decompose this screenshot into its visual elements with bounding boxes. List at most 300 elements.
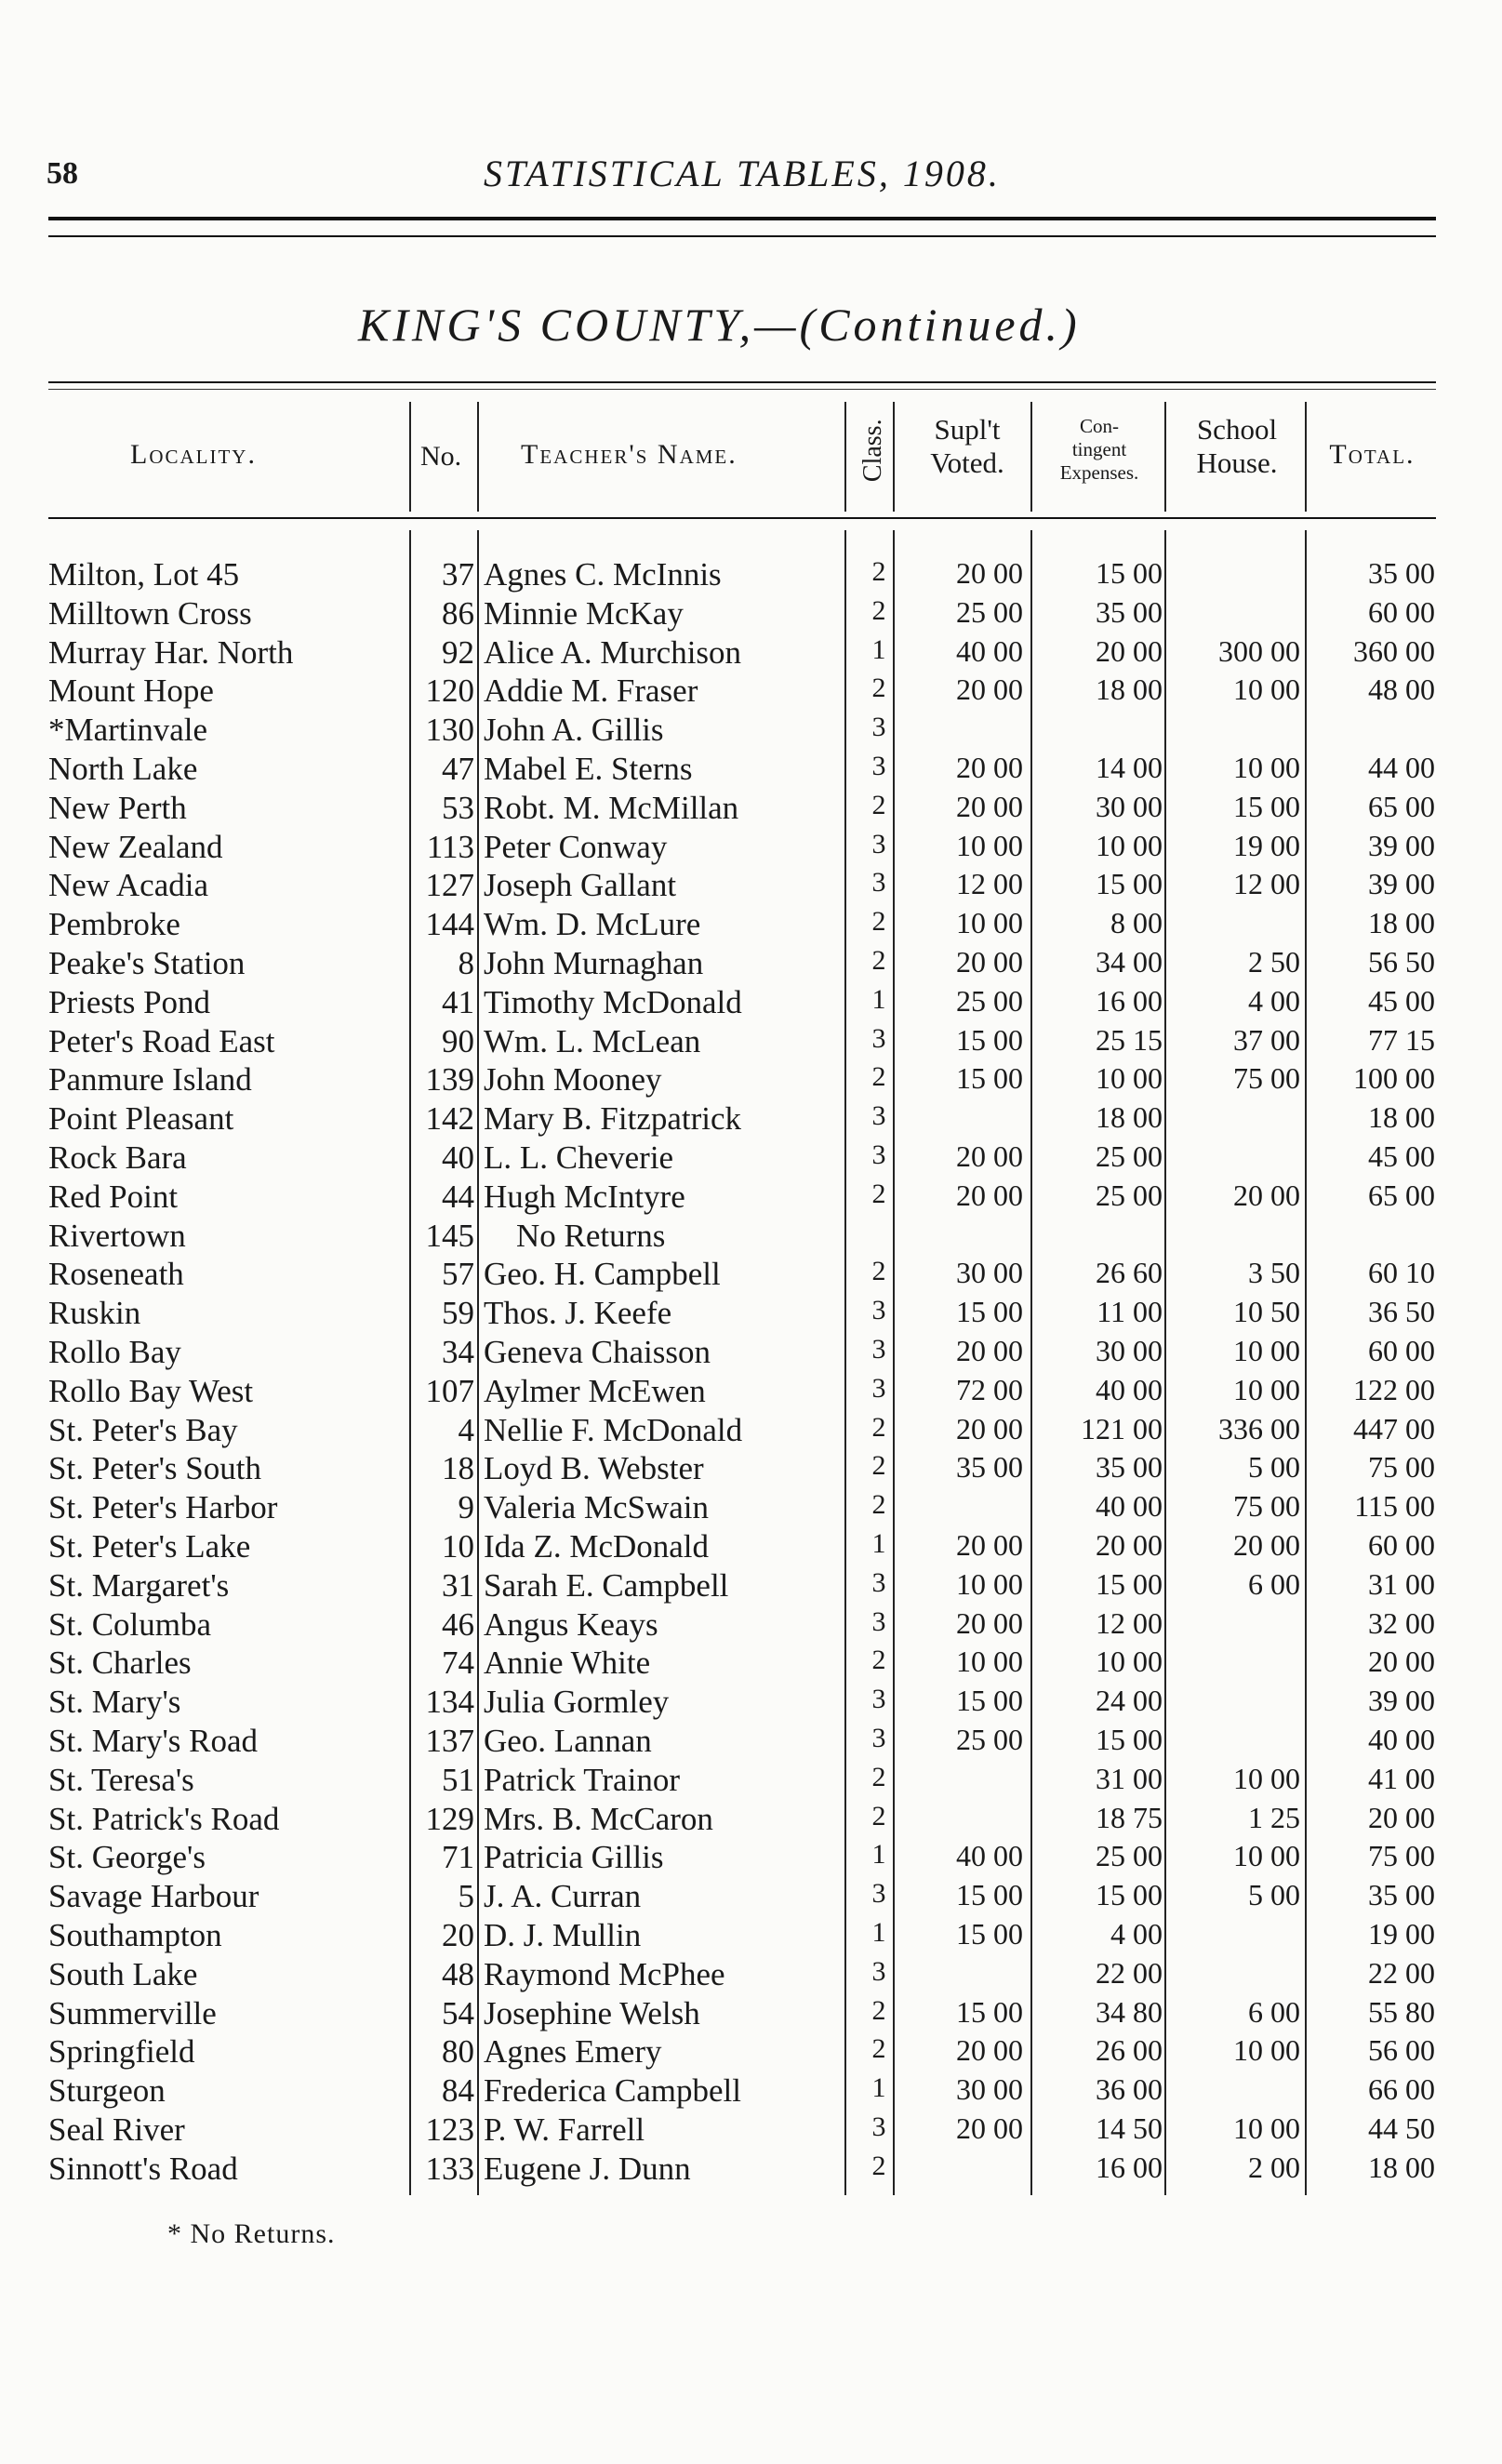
column-divider (893, 402, 895, 512)
cell-class: 2 (871, 1061, 886, 1093)
cell-supl-voted: 20 00 (956, 945, 1023, 979)
cell-contingent: 25 00 (1096, 1178, 1163, 1212)
cell-teacher: Addie M. Fraser (484, 673, 698, 710)
cell-school-house: 75 00 (1233, 1489, 1300, 1524)
cell-teacher: Aylmer McEwen (484, 1372, 706, 1409)
cell-school-house: 12 00 (1233, 867, 1300, 901)
cell-teacher: Thos. J. Keefe (484, 1295, 672, 1332)
column-header-supl-line2: Voted. (930, 446, 1004, 479)
column-header-teacher: Teacher's Name. (521, 439, 738, 470)
cell-total: 65 00 (1368, 789, 1435, 823)
table-row (0, 1256, 1502, 1295)
cell-locality: Sinnott's Road (48, 2150, 238, 2187)
cell-contingent: 14 50 (1096, 2111, 1163, 2145)
cell-locality: Rock Bara (48, 1139, 187, 1176)
cell-supl-voted: 15 00 (956, 1878, 1023, 1912)
cell-total: 45 00 (1368, 983, 1435, 1018)
cell-locality: South Lake (48, 1955, 198, 1992)
cell-locality: Murray Har. North (48, 633, 294, 671)
cell-supl-voted: 15 00 (956, 1994, 1023, 2029)
cell-locality: Summerville (48, 1994, 217, 2031)
cell-contingent: 34 00 (1096, 945, 1163, 979)
table-row (0, 1723, 1502, 1762)
cell-class: 2 (871, 673, 886, 704)
table-row (0, 1762, 1502, 1801)
cell-no: 134 (425, 1684, 474, 1721)
cell-total: 44 50 (1368, 2111, 1435, 2145)
column-header-locality: Locality. (130, 439, 257, 470)
cell-total: 122 00 (1353, 1372, 1435, 1406)
cell-contingent: 36 00 (1096, 2072, 1163, 2107)
cell-supl-voted: 20 00 (956, 1178, 1023, 1212)
column-header-supl (902, 413, 1032, 479)
cell-supl-voted: 40 00 (956, 1839, 1023, 1873)
cell-contingent: 35 00 (1096, 1450, 1163, 1485)
cell-locality: Ruskin (48, 1295, 141, 1332)
cell-locality: Sturgeon (48, 2072, 166, 2110)
cell-total: 77 15 (1368, 1022, 1435, 1057)
table-row (0, 1528, 1502, 1567)
cell-supl-voted: 20 00 (956, 1605, 1023, 1640)
table-row (0, 751, 1502, 790)
cell-class: 2 (871, 1800, 886, 1831)
table-row (0, 1295, 1502, 1334)
cell-supl-voted: 10 00 (956, 1566, 1023, 1601)
cell-contingent: 10 00 (1096, 828, 1163, 862)
cell-class: 3 (871, 1605, 886, 1637)
cell-supl-voted: 15 00 (956, 1061, 1023, 1096)
cell-supl-voted: 15 00 (956, 1022, 1023, 1057)
cell-supl-voted: 20 00 (956, 2033, 1023, 2068)
cell-contingent: 30 00 (1096, 789, 1163, 823)
cell-teacher: John Mooney (484, 1061, 662, 1099)
cell-class: 1 (871, 983, 886, 1015)
cell-no: 44 (442, 1178, 474, 1215)
table-row (0, 829, 1502, 868)
cell-total: 20 00 (1368, 1800, 1435, 1834)
table-row (0, 2111, 1502, 2151)
cell-class: 1 (871, 1917, 886, 1948)
cell-total: 40 00 (1368, 1723, 1435, 1756)
cell-school-house: 10 00 (1233, 1372, 1300, 1406)
cell-no: 41 (442, 983, 474, 1020)
cell-school-house: 3 50 (1248, 1256, 1300, 1290)
cell-supl-voted: 20 00 (956, 751, 1023, 784)
cell-no: 54 (442, 1994, 474, 2031)
cell-locality: Panmure Island (48, 1061, 252, 1099)
cell-total: 41 00 (1368, 1761, 1435, 1795)
cell-teacher: D. J. Mullin (484, 1917, 642, 1953)
column-header-supl-line1: Supl't (934, 413, 1001, 446)
cell-locality: Mount Hope (48, 673, 214, 710)
cell-total: 60 00 (1368, 1528, 1435, 1562)
cell-locality: Point Pleasant (48, 1100, 234, 1138)
table-row (0, 1023, 1502, 1062)
column-header-school (1167, 413, 1307, 479)
cell-teacher: Robt. M. McMillan (484, 789, 739, 826)
column-divider (844, 402, 846, 512)
cell-locality: Rollo Bay West (48, 1372, 254, 1409)
table-row (0, 1567, 1502, 1606)
cell-teacher: Ida Z. McDonald (484, 1528, 710, 1565)
cell-class: 2 (871, 2150, 886, 2181)
cell-contingent: 31 00 (1096, 1761, 1163, 1795)
cell-teacher: Geo. H. Campbell (484, 1256, 721, 1293)
cell-no: 53 (442, 789, 474, 826)
cell-locality: Milltown Cross (48, 594, 252, 632)
table-row (0, 1995, 1502, 2034)
cell-total: 22 00 (1368, 1955, 1435, 1990)
cell-locality: St. Teresa's (48, 1761, 194, 1798)
cell-teacher: Frederica Campbell (484, 2072, 741, 2110)
cell-no: 48 (442, 1955, 474, 1992)
cell-locality: St. Peter's Bay (48, 1411, 238, 1448)
cell-school-house: 19 00 (1233, 828, 1300, 862)
cell-no: 137 (425, 1723, 474, 1759)
cell-locality: St. Peter's Lake (48, 1528, 251, 1565)
cell-locality: New Acadia (48, 867, 209, 904)
cell-teacher: Mabel E. Sterns (484, 751, 693, 787)
cell-locality: *Martinvale (48, 712, 208, 749)
cell-total: 60 00 (1368, 594, 1435, 629)
table-row (0, 556, 1502, 595)
table-row (0, 1373, 1502, 1412)
column-header-school-line2: House. (1196, 446, 1278, 479)
cell-no: 144 (425, 906, 474, 943)
column-divider (409, 402, 411, 512)
cell-teacher: Wm. D. McLure (484, 906, 701, 943)
cell-total: 56 00 (1368, 2033, 1435, 2068)
cell-supl-voted: 15 00 (956, 1295, 1023, 1329)
cell-total: 60 00 (1368, 1334, 1435, 1367)
cell-no: 59 (442, 1295, 474, 1332)
cell-school-house: 300 00 (1218, 633, 1300, 668)
header-rule-thick (48, 217, 1436, 220)
cell-teacher: Peter Conway (484, 828, 668, 865)
table-row (0, 1878, 1502, 1917)
cell-total: 44 00 (1368, 751, 1435, 784)
cell-no: 133 (425, 2150, 474, 2187)
cell-class: 2 (871, 1489, 886, 1521)
cell-supl-voted: 25 00 (956, 983, 1023, 1018)
cell-locality: Savage Harbour (48, 1878, 259, 1915)
cell-school-house: 10 00 (1233, 1334, 1300, 1367)
cell-no: 34 (442, 1334, 474, 1370)
cell-contingent: 25 00 (1096, 1139, 1163, 1173)
cell-contingent: 25 00 (1096, 1839, 1163, 1873)
cell-contingent: 20 00 (1096, 1528, 1163, 1562)
cell-no: 71 (442, 1839, 474, 1876)
cell-contingent: 15 00 (1096, 1878, 1163, 1912)
cell-school-house: 2 00 (1248, 2150, 1300, 2184)
cell-supl-voted: 12 00 (956, 867, 1023, 901)
cell-school-house: 20 00 (1233, 1178, 1300, 1212)
cell-total: 447 00 (1353, 1411, 1435, 1445)
cell-teacher: Agnes C. McInnis (484, 556, 722, 593)
cell-contingent: 30 00 (1096, 1334, 1163, 1367)
cell-locality: Springfield (48, 2033, 195, 2071)
cell-class: 3 (871, 1100, 886, 1132)
cell-contingent: 15 00 (1096, 556, 1163, 590)
cell-teacher: Minnie McKay (484, 594, 684, 632)
table-row (0, 1801, 1502, 1840)
footnote: * No Returns. (167, 2218, 336, 2249)
cell-locality: Peake's Station (48, 945, 246, 981)
cell-contingent: 10 00 (1096, 1645, 1163, 1679)
cell-class: 3 (871, 1566, 886, 1598)
cell-supl-voted: 30 00 (956, 1256, 1023, 1290)
cell-contingent: 15 00 (1096, 1723, 1163, 1756)
cell-no: 107 (425, 1372, 474, 1409)
table-row (0, 984, 1502, 1023)
cell-contingent: 14 00 (1096, 751, 1163, 784)
cell-no: 37 (442, 556, 474, 593)
cell-teacher: Josephine Welsh (484, 1994, 700, 2031)
cell-no: 90 (442, 1022, 474, 1059)
cell-total: 39 00 (1368, 1684, 1435, 1718)
table-row (0, 1139, 1502, 1179)
cell-no: 127 (425, 867, 474, 904)
cell-no: 10 (442, 1528, 474, 1565)
cell-school-house: 10 50 (1233, 1295, 1300, 1329)
cell-class: 2 (871, 789, 886, 820)
cell-total: 66 00 (1368, 2072, 1435, 2107)
cell-locality: Red Point (48, 1178, 179, 1215)
cell-school-house: 10 00 (1233, 2111, 1300, 2145)
cell-teacher: Angus Keays (484, 1605, 658, 1643)
cell-no: 74 (442, 1645, 474, 1682)
cell-locality: North Lake (48, 751, 198, 787)
cell-contingent: 34 80 (1096, 1994, 1163, 2029)
cell-class: 2 (871, 1178, 886, 1209)
cell-no: 57 (442, 1256, 474, 1293)
cell-class: 2 (871, 2033, 886, 2065)
cell-no: 86 (442, 594, 474, 632)
cell-school-house: 1 25 (1248, 1800, 1300, 1834)
cell-no: 139 (425, 1061, 474, 1099)
table-row (0, 712, 1502, 751)
table-row (0, 1061, 1502, 1100)
cell-locality: St. Patrick's Road (48, 1800, 280, 1837)
cell-total: 36 50 (1368, 1295, 1435, 1329)
cell-class: 1 (871, 1528, 886, 1559)
cell-contingent: 4 00 (1110, 1917, 1163, 1951)
cell-contingent: 24 00 (1096, 1684, 1163, 1718)
cell-total: 115 00 (1354, 1489, 1435, 1524)
cell-teacher: Geo. Lannan (484, 1723, 652, 1759)
cell-no: 80 (442, 2033, 474, 2071)
cell-locality: St. Margaret's (48, 1566, 230, 1604)
cell-teacher: Annie White (484, 1645, 651, 1682)
cell-total: 32 00 (1368, 1605, 1435, 1640)
cell-locality: Pembroke (48, 906, 180, 943)
table-row (0, 2033, 1502, 2072)
cell-school-house: 75 00 (1233, 1061, 1300, 1096)
column-header-no: No. (420, 441, 462, 472)
cell-class: 3 (871, 1878, 886, 1910)
cell-class: 3 (871, 712, 886, 743)
cell-contingent: 26 00 (1096, 2033, 1163, 2068)
cell-no: 8 (458, 945, 474, 981)
cell-class: 3 (871, 1372, 886, 1404)
cell-school-house: 6 00 (1248, 1566, 1300, 1601)
cell-total: 45 00 (1368, 1139, 1435, 1173)
cell-class: 3 (871, 1684, 886, 1715)
cell-total: 18 00 (1368, 2150, 1435, 2184)
table-rule-top (48, 381, 1436, 383)
cell-teacher: P. W. Farrell (484, 2111, 645, 2148)
cell-school-house: 15 00 (1233, 789, 1300, 823)
cell-no: 4 (458, 1411, 474, 1448)
cell-locality: St. Peter's South (48, 1450, 261, 1487)
table-row (0, 1100, 1502, 1139)
cell-no: 40 (442, 1139, 474, 1176)
cell-contingent: 16 00 (1096, 983, 1163, 1018)
cell-contingent: 18 75 (1096, 1800, 1163, 1834)
cell-supl-voted: 20 00 (956, 2111, 1023, 2145)
table-row (0, 1489, 1502, 1528)
cell-teacher: Mrs. B. McCaron (484, 1800, 713, 1837)
cell-school-house: 10 00 (1233, 2033, 1300, 2068)
table-row (0, 673, 1502, 712)
cell-school-house: 10 00 (1233, 1761, 1300, 1795)
cell-no: 31 (442, 1566, 474, 1604)
cell-no: 18 (442, 1450, 474, 1487)
cell-supl-voted: 15 00 (956, 1917, 1023, 1951)
table-row (0, 945, 1502, 984)
header-rule-thin (48, 235, 1436, 237)
cell-contingent: 15 00 (1096, 1566, 1163, 1601)
cell-teacher: Patricia Gillis (484, 1839, 664, 1876)
cell-class: 3 (871, 751, 886, 781)
cell-no: 123 (425, 2111, 474, 2148)
cell-school-house: 4 00 (1248, 983, 1300, 1018)
table-row (0, 790, 1502, 829)
cell-no: 20 (442, 1917, 474, 1953)
table-row (0, 1450, 1502, 1489)
cell-no: 46 (442, 1605, 474, 1643)
cell-class: 3 (871, 1334, 886, 1365)
cell-locality: Milton, Lot 45 (48, 556, 240, 593)
column-header-cont-line1: Con- (1080, 415, 1119, 437)
cell-class: 2 (871, 906, 886, 938)
cell-teacher: Agnes Emery (484, 2033, 662, 2071)
table-row (0, 2072, 1502, 2111)
cell-total: 35 00 (1368, 1878, 1435, 1912)
cell-contingent: 18 00 (1096, 673, 1163, 707)
table-row (0, 1334, 1502, 1373)
cell-locality: Rollo Bay (48, 1334, 181, 1370)
cell-teacher: Nellie F. McDonald (484, 1411, 743, 1448)
cell-supl-voted: 72 00 (956, 1372, 1023, 1406)
column-header-school-line1: School (1196, 413, 1278, 446)
cell-contingent: 40 00 (1096, 1372, 1163, 1406)
running-header: STATISTICAL TABLES, 1908. (484, 153, 1001, 194)
cell-no: 113 (426, 828, 474, 865)
cell-teacher: Valeria McSwain (484, 1489, 710, 1526)
cell-class: 2 (871, 556, 886, 587)
table-row (0, 2151, 1502, 2190)
cell-locality: Roseneath (48, 1256, 184, 1293)
cell-total: 65 00 (1368, 1178, 1435, 1212)
table-row (0, 867, 1502, 906)
cell-supl-voted: 15 00 (956, 1684, 1023, 1718)
column-divider (477, 402, 479, 512)
cell-no: 5 (458, 1878, 474, 1915)
cell-no: 51 (442, 1761, 474, 1798)
cell-school-house: 2 50 (1248, 945, 1300, 979)
cell-contingent: 26 60 (1096, 1256, 1163, 1290)
cell-school-house: 20 00 (1233, 1528, 1300, 1562)
cell-class: 2 (871, 1645, 886, 1676)
column-header-cont-line2: tingent (1071, 438, 1127, 461)
cell-class: 1 (871, 1839, 886, 1871)
cell-total: 35 00 (1368, 556, 1435, 590)
cell-class: 3 (871, 1955, 886, 1987)
cell-teacher: No Returns (516, 1217, 666, 1254)
cell-class: 3 (871, 1723, 886, 1753)
table-row (0, 1917, 1502, 1956)
cell-class: 3 (871, 2111, 886, 2142)
cell-total: 60 10 (1368, 1256, 1435, 1290)
cell-total: 31 00 (1368, 1566, 1435, 1601)
cell-supl-voted: 40 00 (956, 633, 1023, 668)
cell-school-house: 5 00 (1248, 1450, 1300, 1485)
cell-supl-voted: 25 00 (956, 1723, 1023, 1756)
cell-teacher: Eugene J. Dunn (484, 2150, 691, 2187)
cell-contingent: 10 00 (1096, 1061, 1163, 1096)
cell-teacher: Mary B. Fitzpatrick (484, 1100, 742, 1138)
cell-total: 100 00 (1353, 1061, 1435, 1096)
cell-total: 18 00 (1368, 906, 1435, 940)
cell-locality: Southampton (48, 1917, 222, 1953)
cell-locality: St. Mary's Road (48, 1723, 259, 1759)
cell-class: 2 (871, 945, 886, 976)
cell-no: 130 (425, 712, 474, 749)
cell-total: 18 00 (1368, 1100, 1435, 1135)
cell-no: 120 (425, 673, 474, 710)
cell-class: 2 (871, 1761, 886, 1792)
page-number: 58 (47, 156, 78, 191)
cell-teacher: Julia Gormley (484, 1684, 670, 1721)
cell-locality: New Zealand (48, 828, 223, 865)
table-row (0, 1956, 1502, 1995)
cell-contingent: 40 00 (1096, 1489, 1163, 1524)
table-row (0, 1606, 1502, 1645)
cell-class: 3 (871, 867, 886, 899)
cell-teacher: Alice A. Murchison (484, 633, 742, 671)
cell-contingent: 35 00 (1096, 594, 1163, 629)
cell-teacher: J. A. Curran (484, 1878, 642, 1915)
cell-class: 3 (871, 1295, 886, 1326)
table-row (0, 1839, 1502, 1878)
table-row (0, 634, 1502, 673)
cell-school-house: 336 00 (1218, 1411, 1300, 1445)
cell-locality: St. Columba (48, 1605, 212, 1643)
cell-class: 3 (871, 828, 886, 859)
cell-locality: St. George's (48, 1839, 206, 1876)
cell-total: 48 00 (1368, 673, 1435, 707)
cell-teacher: Hugh McIntyre (484, 1178, 685, 1215)
cell-supl-voted: 20 00 (956, 673, 1023, 707)
cell-teacher: Wm. L. McLean (484, 1022, 701, 1059)
cell-supl-voted: 20 00 (956, 1334, 1023, 1367)
column-header-class: Class. (857, 419, 887, 483)
cell-contingent: 20 00 (1096, 633, 1163, 668)
table-row (0, 1684, 1502, 1723)
cell-total: 56 50 (1368, 945, 1435, 979)
cell-school-house: 10 00 (1233, 751, 1300, 784)
